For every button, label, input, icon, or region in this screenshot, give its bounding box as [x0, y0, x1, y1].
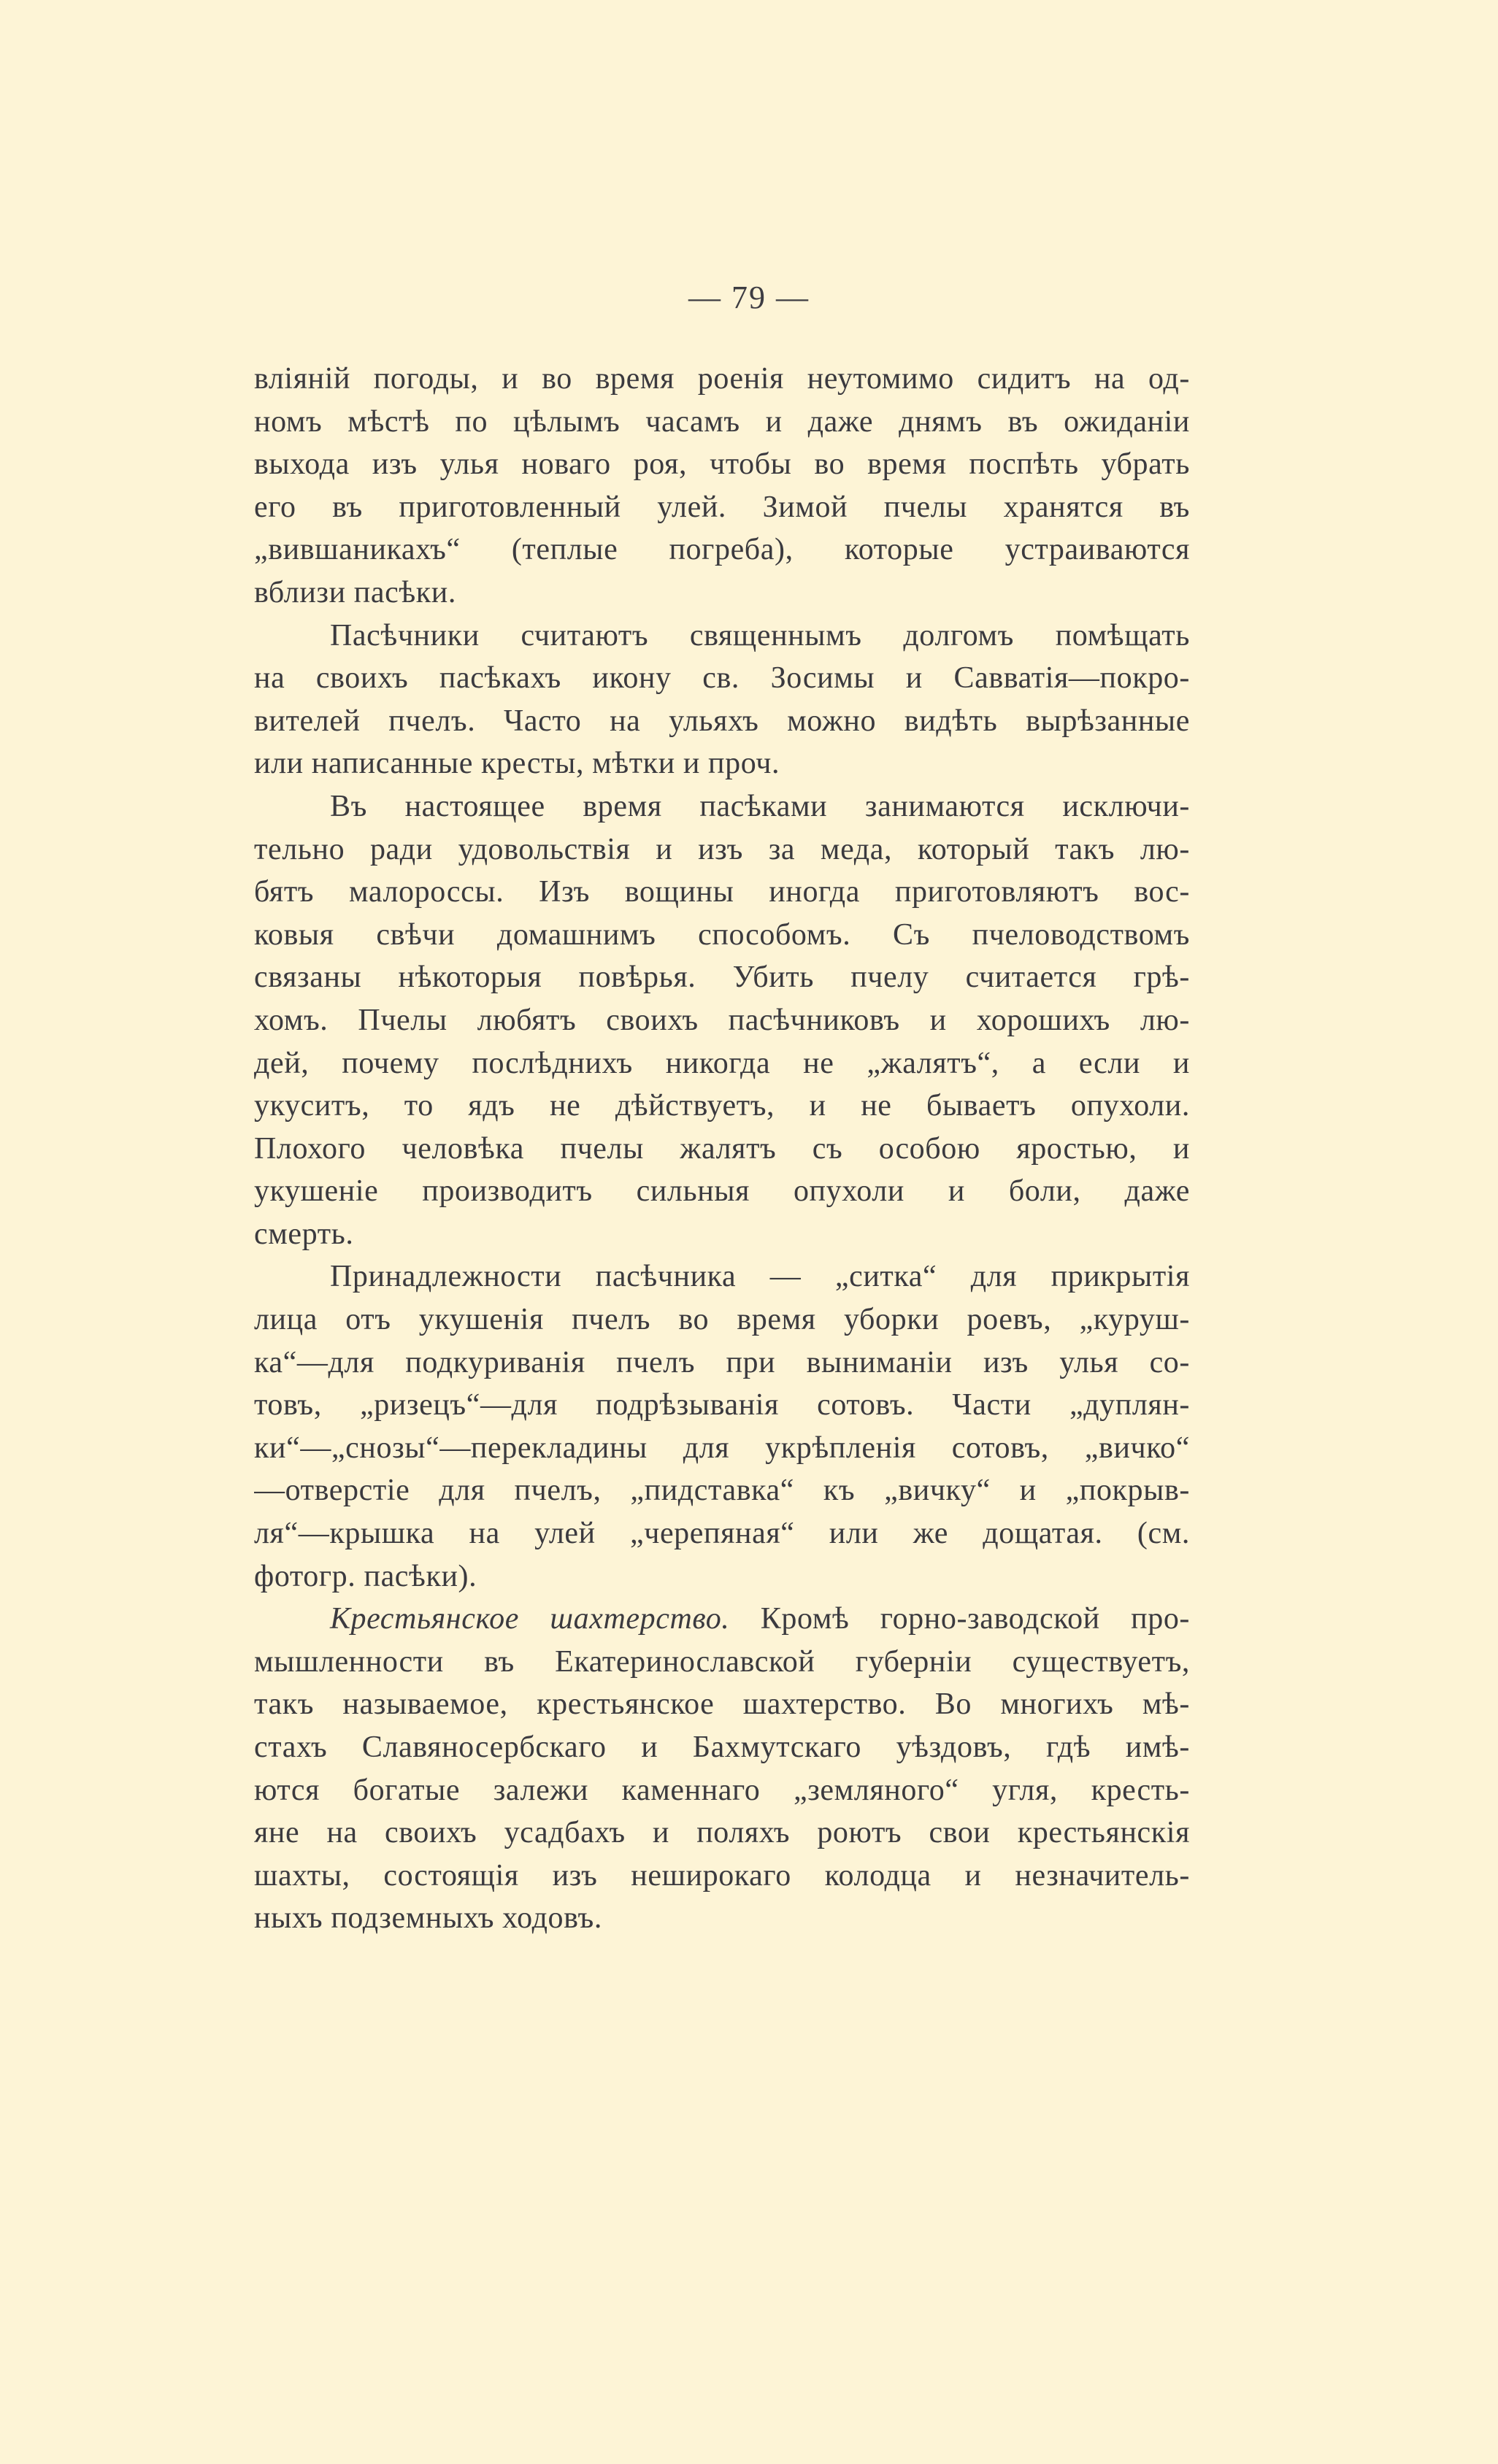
- text-line: ковыя свѣчи домашнимъ способомъ. Съ пчеловодствомъ: [254, 917, 1190, 952]
- text-line: вліяній погоды, и во время роенія неутомимо сидитъ на од-: [254, 362, 1190, 396]
- text-line: фотогр. пасѣки).: [254, 1559, 477, 1593]
- paragraph: [254, 785, 1190, 1256]
- text-line: Въ настоящее время пасѣками занимаются исключи-: [330, 789, 1190, 823]
- text-line: Плохого человѣка пчелы жалятъ съ особою яростью, и: [254, 1131, 1190, 1166]
- text-line: стахъ Славяносербскаго и Бахмутскаго уѣздовъ, гдѣ имѣ-: [254, 1730, 1190, 1764]
- text-line: его въ приготовленный улей. Зимой пчелы хранятся въ: [254, 490, 1190, 524]
- text-line-rest: Кромѣ горно-заводской про-: [729, 1602, 1190, 1636]
- text-line: ются богатые залежи каменнаго „земляного“ угля, кресть-: [254, 1773, 1190, 1807]
- paragraph: [254, 615, 1190, 785]
- section-heading-italic: Крестьянское шахтерство.: [330, 1602, 730, 1636]
- page-number: — 79 —: [688, 280, 810, 315]
- text-line: тельно ради удовольствія и изъ за меда, который такъ лю-: [254, 832, 1190, 866]
- text-line: яне на своихъ усадбахъ и поляхъ роютъ свои крестьянскія: [254, 1816, 1190, 1850]
- text-line: ля“—крышка на улей „черепяная“ или же дощатая. (см.: [254, 1517, 1190, 1551]
- text-line: —отверстіе для пчелъ, „пидставка“ къ „вичку“ и „покрыв-: [254, 1474, 1190, 1508]
- text-line: шахты, состоящія изъ неширокаго колодца и незначитель-: [254, 1858, 1190, 1893]
- body-text: [254, 358, 1190, 1940]
- text-line: или написанные кресты, мѣтки и проч.: [254, 747, 780, 781]
- text-line: „вившаникахъ“ (теплые погреба), которые устраиваются: [254, 533, 1190, 567]
- paragraph: [254, 1255, 1190, 1598]
- text-line: мышленности въ Екатеринославской губерніи существуетъ,: [254, 1644, 1190, 1679]
- text-line: товъ, „ризецъ“—для подрѣзыванія сотовъ. Части „дуплян-: [254, 1388, 1190, 1422]
- text-line: связаны нѣкоторыя повѣрья. Убить пчелу считается грѣ-: [254, 960, 1190, 995]
- text-line: Пасѣчники считаютъ священнымъ долгомъ помѣщать: [330, 618, 1190, 652]
- text-line: такъ называемое, крестьянское шахтерство. Во многихъ мѣ-: [254, 1687, 1190, 1722]
- text-line: ныхъ подземныхъ ходовъ.: [254, 1901, 602, 1936]
- text-line: вблизи пасѣки.: [254, 575, 456, 609]
- text-line: вителей пчелъ. Часто на ульяхъ можно видѣть вырѣзанные: [254, 704, 1190, 738]
- paragraph: [254, 1598, 1190, 1940]
- text-line: укушеніе производитъ сильныя опухоли и боли, даже: [254, 1174, 1190, 1209]
- text-line: выхода изъ улья новаго роя, чтобы во время поспѣть убрать: [254, 447, 1190, 482]
- text-line: дей, почему послѣднихъ никогда не „жалятъ“, а если и: [254, 1046, 1190, 1080]
- text-line: Принадлежности пасѣчника — „ситка“ для прикрытія: [330, 1260, 1190, 1294]
- text-line: ки“—„снозы“—перекладины для укрѣпленія сотовъ, „вичко“: [254, 1431, 1190, 1465]
- text-line: ка“—для подкуриванія пчелъ при выниманіи изъ улья со-: [254, 1345, 1190, 1379]
- text-line: хомъ. Пчелы любятъ своихъ пасѣчниковъ и хорошихъ лю-: [254, 1003, 1190, 1037]
- text-line: смерть.: [254, 1217, 354, 1251]
- text-line: номъ мѣстѣ по цѣлымъ часамъ и даже днямъ въ ожиданіи: [254, 404, 1190, 439]
- text-line: на своихъ пасѣкахъ икону св. Зосимы и Савватія—покро-: [254, 661, 1190, 696]
- text-line: бятъ малороссы. Изъ вощины иногда приготовляютъ вос-: [254, 875, 1190, 909]
- text-line: лица отъ укушенія пчелъ во время уборки роевъ, „куруш-: [254, 1303, 1190, 1337]
- text-line: [254, 1598, 1190, 1641]
- paragraph: [254, 358, 1190, 615]
- text-line: укуситъ, то ядъ не дѣйствуетъ, и не бываетъ опухоли.: [254, 1089, 1190, 1123]
